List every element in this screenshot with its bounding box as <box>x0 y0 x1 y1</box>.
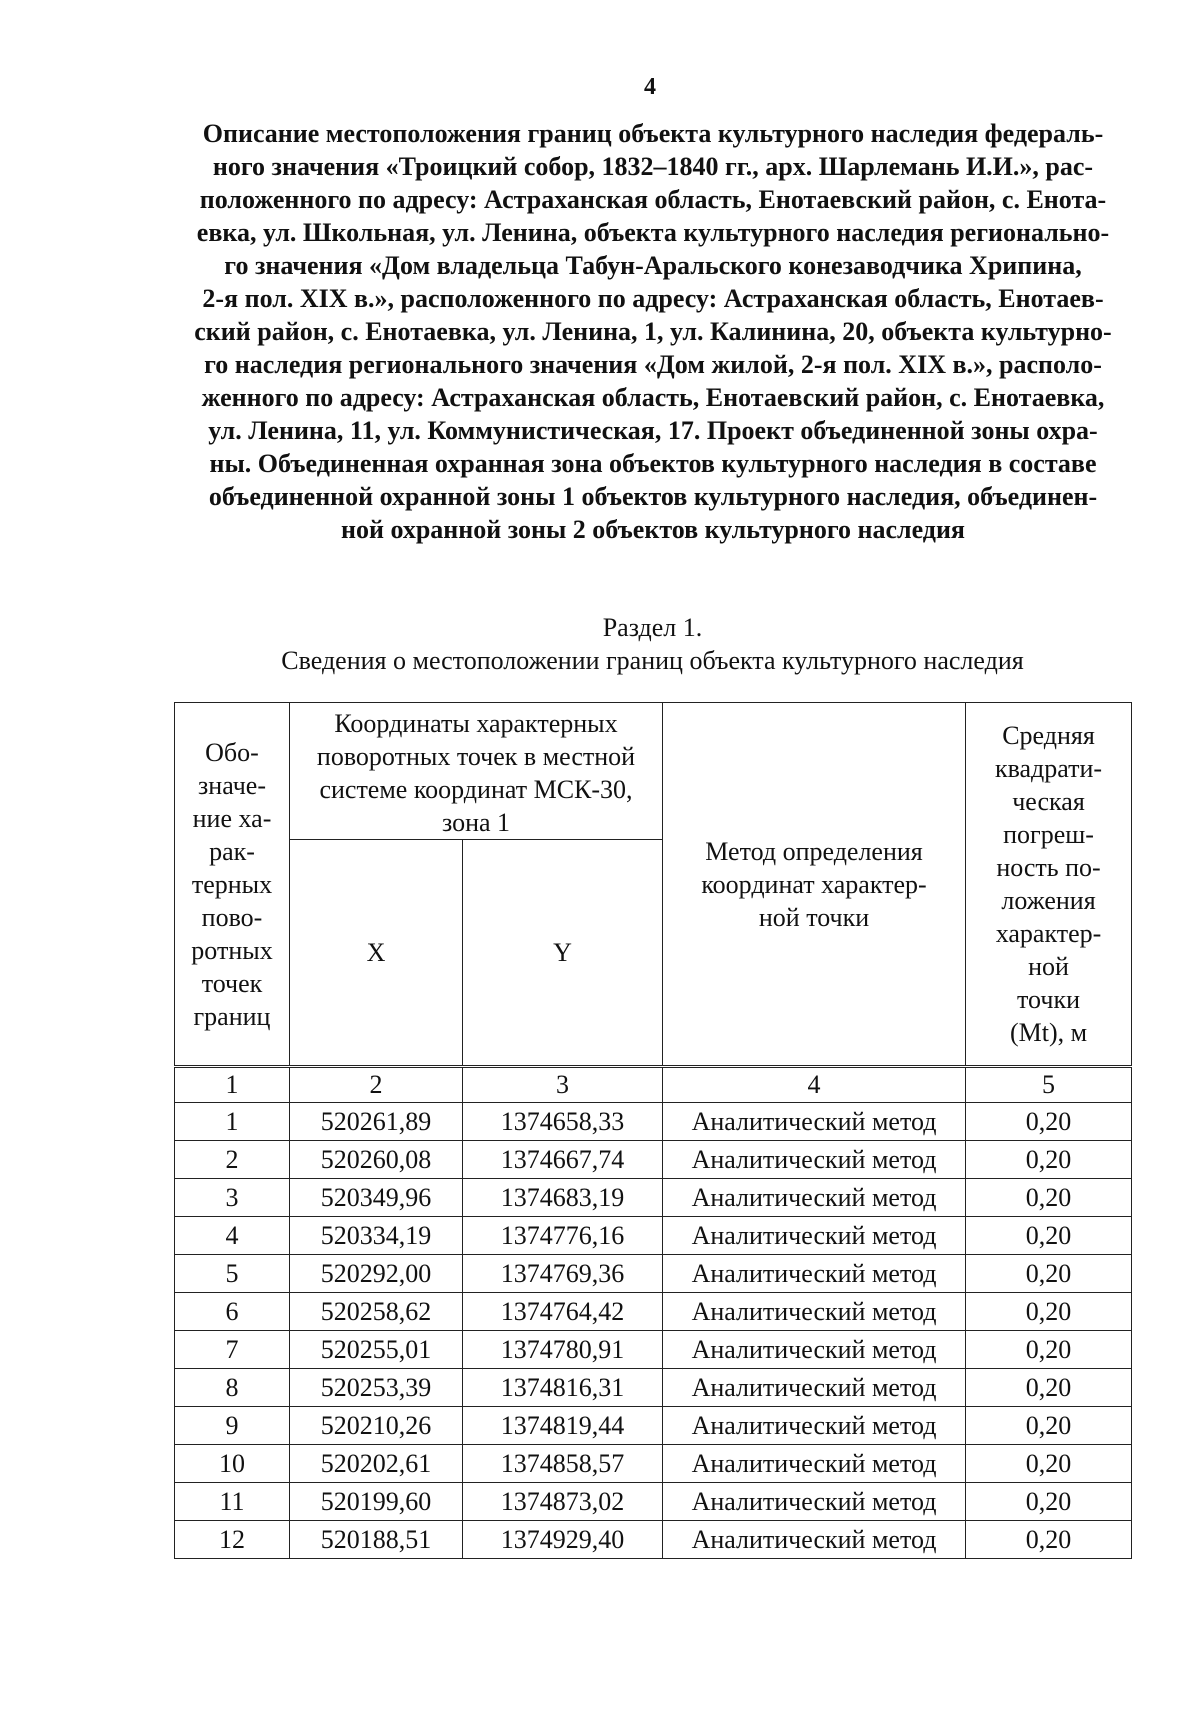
x-coordinate-cell: 520202,61 <box>290 1445 463 1483</box>
point-number-cell: 8 <box>175 1369 290 1407</box>
method-cell: Аналитический метод <box>663 1369 966 1407</box>
mean-error-cell: 0,20 <box>966 1407 1132 1445</box>
point-number-cell: 10 <box>175 1445 290 1483</box>
column-number: 1 <box>175 1067 290 1103</box>
method-cell: Аналитический метод <box>663 1407 966 1445</box>
mean-error-cell: 0,20 <box>966 1255 1132 1293</box>
table-row <box>175 1255 1132 1293</box>
method-cell: Аналитический метод <box>663 1293 966 1331</box>
section-heading <box>180 611 1125 677</box>
point-number-cell: 9 <box>175 1407 290 1445</box>
table-row <box>175 1141 1132 1179</box>
header-coordinates-group: Координаты характерных поворотных точек в местной системе координат МСК-30, зона 1 <box>290 703 663 840</box>
y-coordinate-cell: 1374764,42 <box>463 1293 663 1331</box>
title-line: женного по адресу: Астраханская область, Енотаевский район, с. Енотаевка, <box>201 383 1105 412</box>
point-number-cell: 12 <box>175 1521 290 1559</box>
column-number: 4 <box>663 1067 966 1103</box>
point-number-cell: 11 <box>175 1483 290 1521</box>
point-number-cell: 6 <box>175 1293 290 1331</box>
y-coordinate-cell: 1374929,40 <box>463 1521 663 1559</box>
point-number-cell: 5 <box>175 1255 290 1293</box>
document-title <box>178 117 1128 546</box>
title-line: го наследия регионального значения «Дом жилой, 2-я пол. XIX в.», располо- <box>204 350 1102 379</box>
coordinates-table <box>174 702 1132 1559</box>
x-coordinate-cell: 520292,00 <box>290 1255 463 1293</box>
x-coordinate-cell: 520260,08 <box>290 1141 463 1179</box>
column-number: 3 <box>463 1067 663 1103</box>
x-coordinate-cell: 520255,01 <box>290 1331 463 1369</box>
method-cell: Аналитический метод <box>663 1179 966 1217</box>
column-number-row <box>175 1067 1132 1103</box>
x-coordinate-cell: 520334,19 <box>290 1217 463 1255</box>
y-coordinate-cell: 1374776,16 <box>463 1217 663 1255</box>
y-coordinate-cell: 1374769,36 <box>463 1255 663 1293</box>
title-line: Описание местоположения границ объекта культурного наследия федераль- <box>202 119 1104 148</box>
y-coordinate-cell: 1374658,33 <box>463 1103 663 1141</box>
section-number: Раздел 1. <box>602 613 703 642</box>
mean-error-cell: 0,20 <box>966 1179 1132 1217</box>
x-coordinate-cell: 520349,96 <box>290 1179 463 1217</box>
section-title: Сведения о местоположении границ объекта культурного наследия <box>281 646 1024 675</box>
method-cell: Аналитический метод <box>663 1217 966 1255</box>
column-number: 5 <box>966 1067 1132 1103</box>
title-line: ного значения «Троицкий собор, 1832–1840 гг., арх. Шарлемань И.И.», рас- <box>212 152 1094 181</box>
x-coordinate-cell: 520210,26 <box>290 1407 463 1445</box>
table-row <box>175 1407 1132 1445</box>
mean-error-cell: 0,20 <box>966 1521 1132 1559</box>
title-line: положенного по адресу: Астраханская область, Енотаевский район, с. Енота- <box>199 185 1107 214</box>
x-coordinate-cell: 520258,62 <box>290 1293 463 1331</box>
mean-error-cell: 0,20 <box>966 1293 1132 1331</box>
table-row <box>175 1103 1132 1141</box>
x-coordinate-cell: 520261,89 <box>290 1103 463 1141</box>
x-coordinate-cell: 520188,51 <box>290 1521 463 1559</box>
header-x: X <box>290 840 463 1067</box>
title-line: ны. Объединенная охранная зона объектов культурного наследия в составе <box>209 449 1097 478</box>
point-number-cell: 4 <box>175 1217 290 1255</box>
title-line: го значения «Дом владельца Табун-Аральского конезаводчика Хрипина, <box>224 251 1082 280</box>
y-coordinate-cell: 1374873,02 <box>463 1483 663 1521</box>
method-cell: Аналитический метод <box>663 1255 966 1293</box>
mean-error-cell: 0,20 <box>966 1103 1132 1141</box>
mean-error-cell: 0,20 <box>966 1217 1132 1255</box>
method-cell: Аналитический метод <box>663 1445 966 1483</box>
method-cell: Аналитический метод <box>663 1103 966 1141</box>
header-mean-error: Средняя квадрати- ческая погреш- ность по- ложения характер- ной точки (Mt), м <box>966 703 1132 1067</box>
y-coordinate-cell: 1374819,44 <box>463 1407 663 1445</box>
method-cell: Аналитический метод <box>663 1483 966 1521</box>
title-line: евка, ул. Школьная, ул. Ленина, объекта культурного наследия регионально- <box>196 218 1110 247</box>
mean-error-cell: 0,20 <box>966 1369 1132 1407</box>
title-line: ский район, с. Енотаевка, ул. Ленина, 1, ул. Калинина, 20, объекта культурно- <box>194 317 1112 346</box>
point-number-cell: 7 <box>175 1331 290 1369</box>
title-line: ной охранной зоны 2 объектов культурного наследия <box>341 515 965 544</box>
method-cell: Аналитический метод <box>663 1331 966 1369</box>
title-line: объединенной охранной зоны 1 объектов культурного наследия, объединен- <box>208 482 1098 511</box>
y-coordinate-cell: 1374816,31 <box>463 1369 663 1407</box>
table-row <box>175 1445 1132 1483</box>
table-row <box>175 1483 1132 1521</box>
x-coordinate-cell: 520199,60 <box>290 1483 463 1521</box>
column-number: 2 <box>290 1067 463 1103</box>
header-point-designation: Обо- значе- ние ха- рак- терных пово- ротных точек границ <box>175 703 290 1067</box>
table-row <box>175 1293 1132 1331</box>
title-line: 2-я пол. XIX в.», расположенного по адресу: Астраханская область, Енотаев- <box>202 284 1104 313</box>
mean-error-cell: 0,20 <box>966 1445 1132 1483</box>
table-row <box>175 1217 1132 1255</box>
point-number-cell: 2 <box>175 1141 290 1179</box>
table-row <box>175 1179 1132 1217</box>
table-row <box>175 1369 1132 1407</box>
point-number-cell: 3 <box>175 1179 290 1217</box>
mean-error-cell: 0,20 <box>966 1483 1132 1521</box>
header-method: Метод определения координат характер- ной точки <box>663 703 966 1067</box>
method-cell: Аналитический метод <box>663 1141 966 1179</box>
method-cell: Аналитический метод <box>663 1521 966 1559</box>
table-row <box>175 1331 1132 1369</box>
y-coordinate-cell: 1374858,57 <box>463 1445 663 1483</box>
y-coordinate-cell: 1374683,19 <box>463 1179 663 1217</box>
point-number-cell: 1 <box>175 1103 290 1141</box>
mean-error-cell: 0,20 <box>966 1141 1132 1179</box>
y-coordinate-cell: 1374780,91 <box>463 1331 663 1369</box>
header-y: Y <box>463 840 663 1067</box>
table-row <box>175 1521 1132 1559</box>
y-coordinate-cell: 1374667,74 <box>463 1141 663 1179</box>
mean-error-cell: 0,20 <box>966 1331 1132 1369</box>
x-coordinate-cell: 520253,39 <box>290 1369 463 1407</box>
page-number: 4 <box>644 74 656 100</box>
title-line: ул. Ленина, 11, ул. Коммунистическая, 17. Проект объединенной зоны охра- <box>208 416 1098 445</box>
